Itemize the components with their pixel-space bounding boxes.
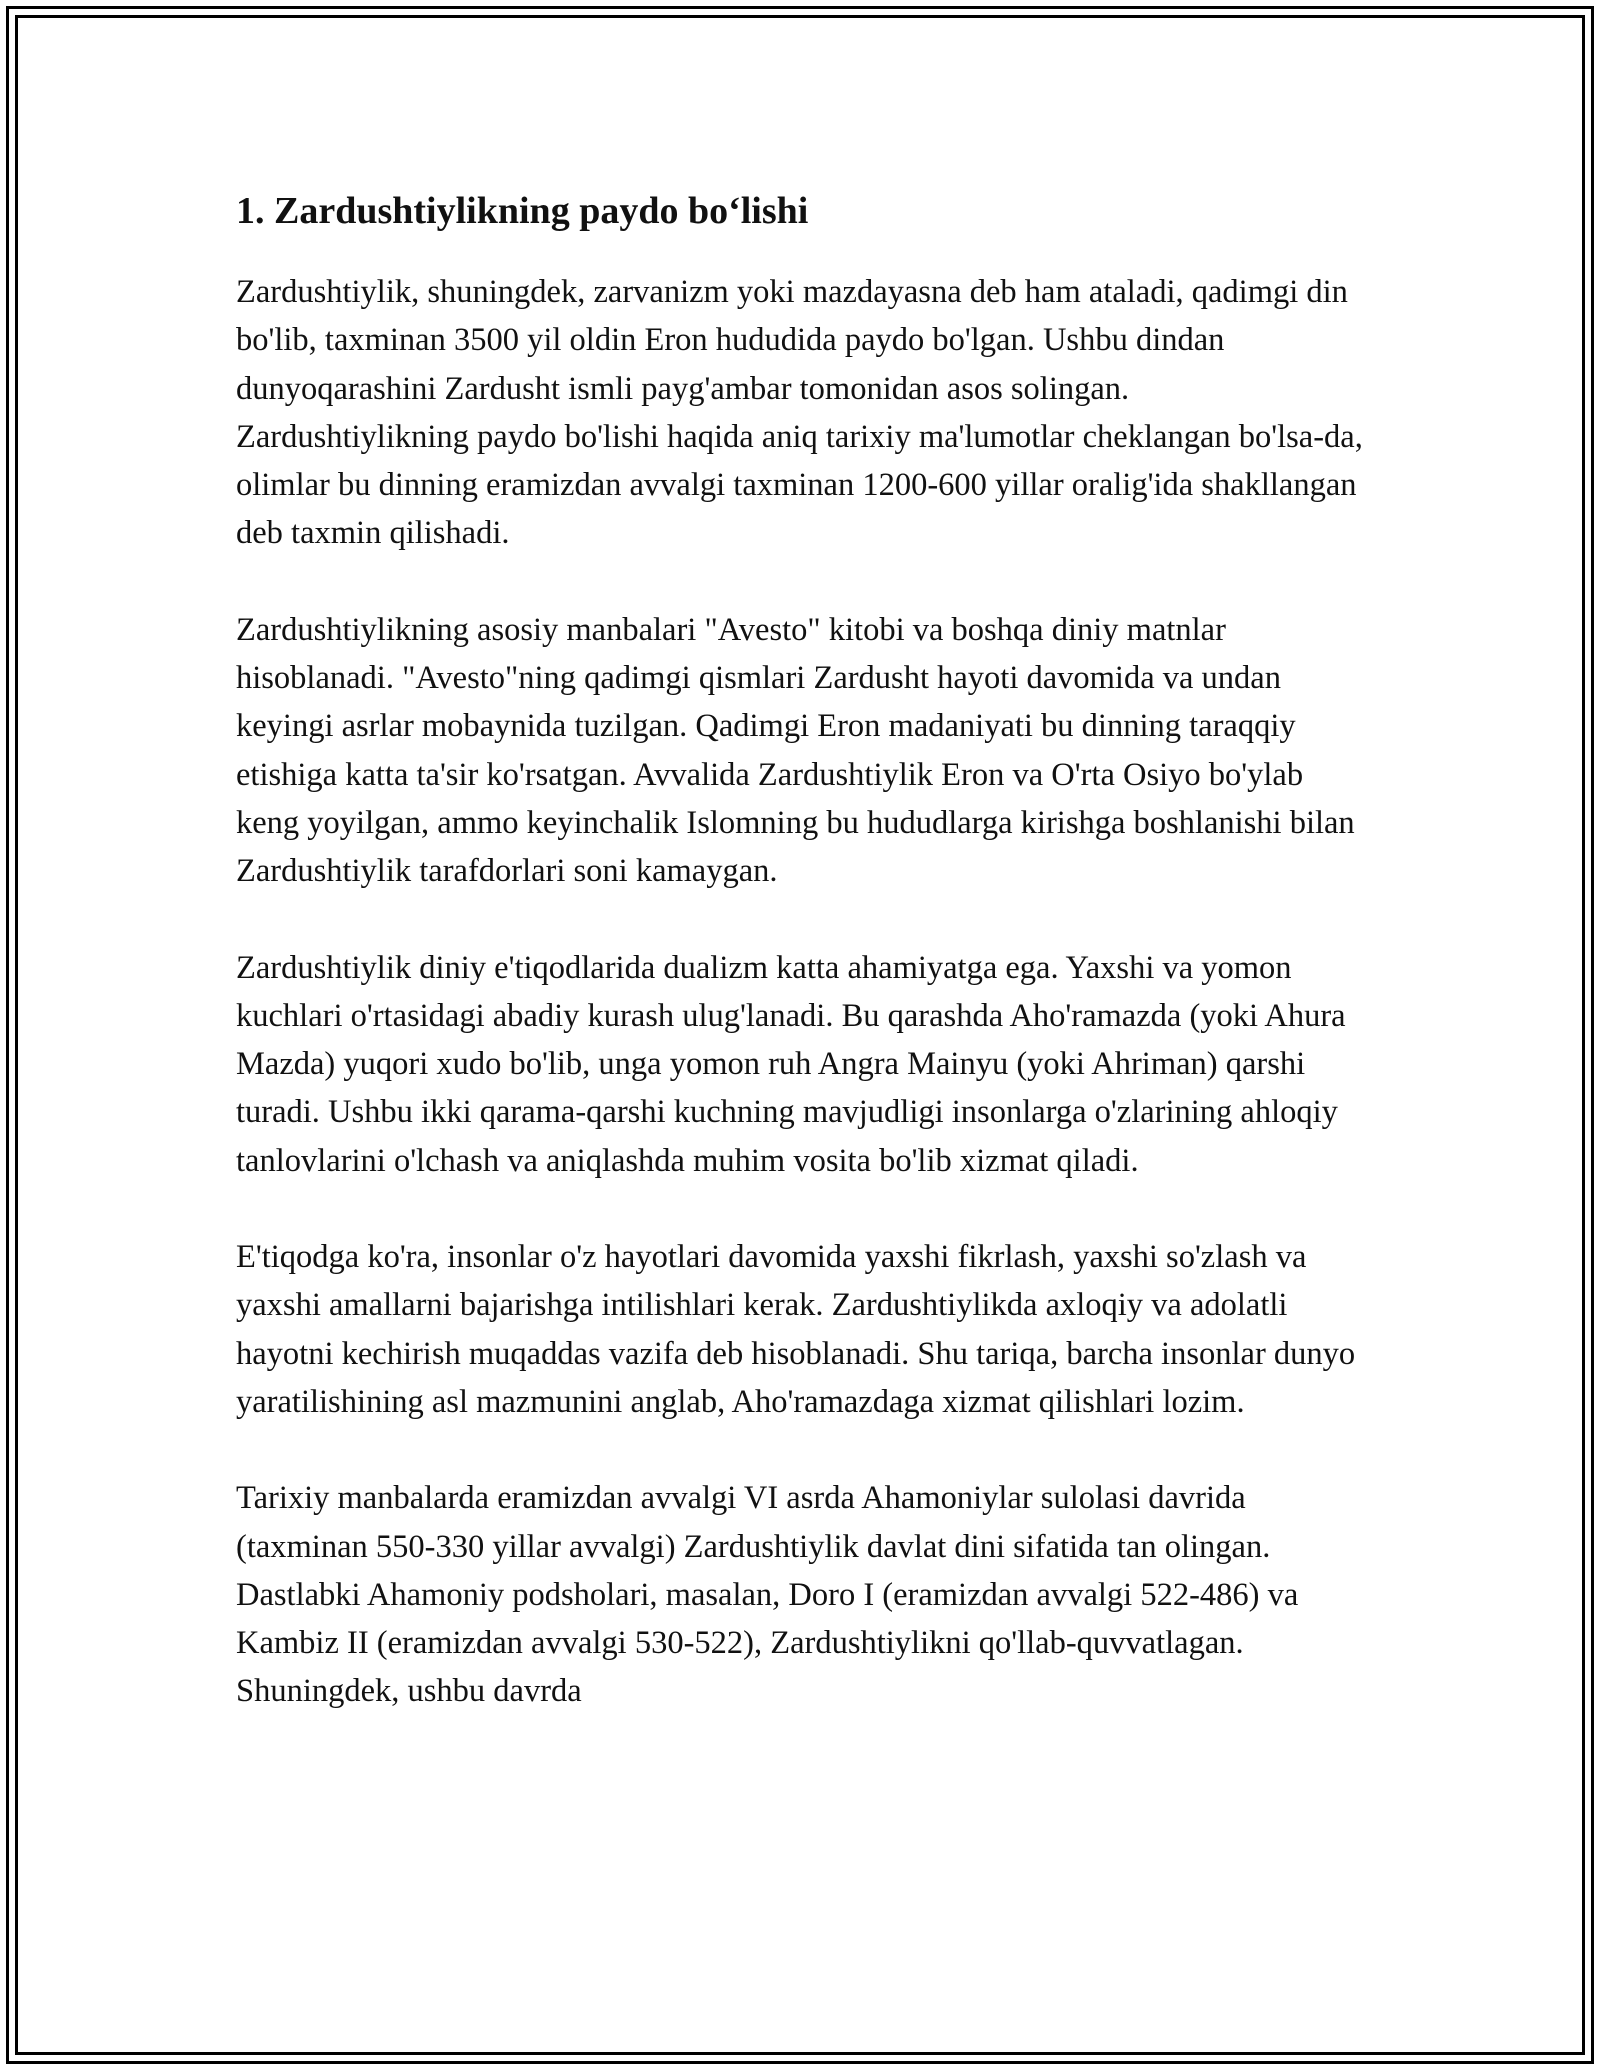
document-body bbox=[236, 186, 1366, 1764]
paragraph-2: Zardushtiylikning asosiy manbalari "Avesto" kitobi va boshqa diniy matnlar hisoblanadi. "Avesto"ning qadimgi qismlari Zardusht hayoti davomida va undan keyingi asrlar mobaynida tuzilgan. Qadimgi Eron madaniyati bu dinning taraqqiy etishiga katta ta'sir ko'rsatgan. Avvalida Zardushtiylik Eron va O'rta Osiyo bo'ylab keng yoyilgan, ammo keyinchalik Islomning bu hududlarga kirishga boshlanishi bilan Zardushtiylik tarafdorlari soni kamaygan. bbox=[236, 611, 1355, 890]
paragraph-5: Tarixiy manbalarda eramizdan avvalgi VI asrda Ahamoniylar sulolasi davrida (taxminan 550-330 yillar avvalgi) Zardushtiylik davlat dini sifatida tan olingan. Dastlabki Ahamoniy podsholari, masalan, Doro I (eramizdan avvalgi 522-486) va Kambiz II (eramizdan avvalgi 530-522), Zardushtiylikni qo'llab-quvvatlagan. Shuningdek, ushbu davrda bbox=[236, 1480, 1299, 1710]
paragraph-4: E'tiqodga ko'ra, insonlar o'z hayotlari davomida yaxshi fikrlash, yaxshi so'zlash va yaxshi amallarni bajarishga intilishlari kerak. Zardushtiylikda axloqiy va adolatli hayotni kechirish muqaddas vazifa deb hisoblanadi. Shu tariqa, barcha insonlar dunyo yaratilishining asl mazmunini anglab, Aho'ramazdaga xizmat qilishlari lozim. bbox=[236, 1239, 1356, 1420]
paragraph-1: Zardushtiylik, shuningdek, zarvanizm yoki mazdayasna deb ham ataladi, qadimgi din bo'lib, taxminan 3500 yil oldin Eron hududida paydo bo'lgan. Ushbu dindan dunyoqarashini Zardusht ismli payg'ambar tomonidan asos solingan. Zardushtiylikning paydo bo'lishi haqida aniq tarixiy ma'lumotlar cheklangan bo'lsa-da, olimlar bu dinning eramizdan avvalgi taxminan 1200-600 yillar oralig'ida shakllangan deb taxmin qilishadi. bbox=[236, 274, 1363, 552]
section-heading: 1. Zardushtiylikning paydo bo‘lishi bbox=[236, 190, 809, 232]
paragraph-3: Zardushtiylik diniy e'tiqodlarida dualizm katta ahamiyatga ega. Yaxshi va yomon kuchlari o'rtasidagi abadiy kurash ulug'lanadi. Bu qarashda Aho'ramazda (yoki Ahura Mazda) yuqori xudo bo'lib, unga yomon ruh Angra Mainyu (yoki Ahriman) qarshi turadi. Ushbu ikki qarama-qarshi kuchning mavjudligi insonlarga o'zlarining ahloqiy tanlovlarini o'lchash va aniqlashda muhim vosita bo'lib xizmat qiladi. bbox=[236, 949, 1346, 1179]
